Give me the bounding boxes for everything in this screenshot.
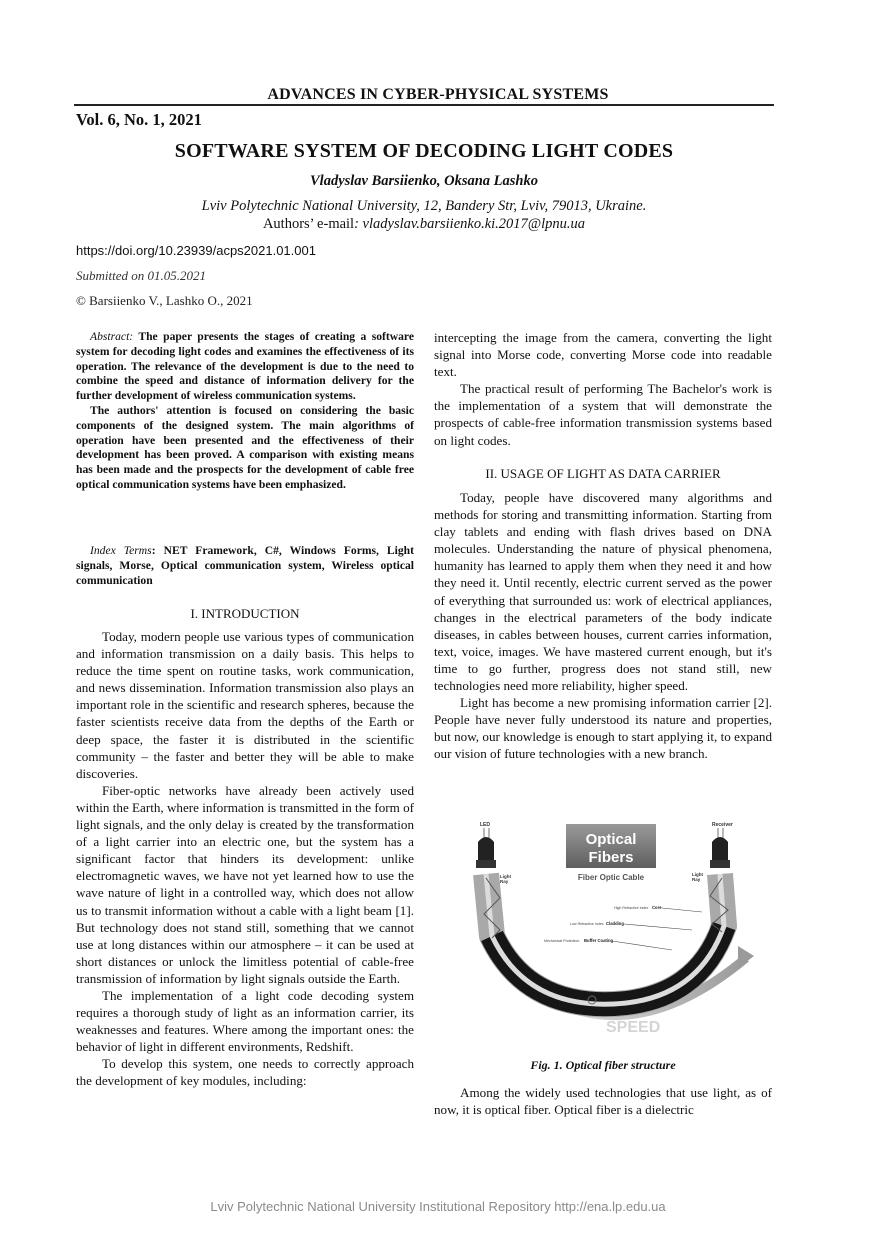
intro-paragraph: Fiber-optic networks have already been actively used within the Earth, where information is transmitted in the form of light signals, and the only delay is created by the transformation of a light carrier into an electric one, but the system has a significant factor that hinders its development: unlike electromagnetic waves, we have not yet learned how to use the wave nature of light in a controlled way, which does not allow us to transmit information without a cable with a light beam [1]. But technology does not stand still, something that we cannot use at long distances within our atmosphere – it can be used at short distances or unlock the limitless potential of cable-free transmission of information by light signals outside the Earth.	[76, 782, 414, 986]
title-box-line-2: Fibers	[588, 849, 634, 866]
figure-caption: Fig. 1. Optical fiber structure	[530, 1058, 676, 1072]
speed-arrowhead	[738, 946, 754, 968]
light-ray-label-left: Light	[500, 874, 511, 879]
ray-label-left: Ray	[500, 879, 509, 884]
volume-info: Vol. 6, No. 1, 2021	[76, 110, 202, 129]
right-column-top	[434, 329, 772, 449]
core-leader	[662, 908, 702, 912]
email-label: Authors’ e-mail	[262, 216, 355, 232]
section-heading-introduction: I. INTRODUCTION	[190, 606, 300, 621]
led-icon	[478, 837, 494, 860]
title-box-line-1: Optical	[585, 831, 637, 848]
buffer-leader	[612, 941, 672, 950]
abstract	[76, 330, 414, 493]
optical-fiber-figure	[466, 818, 762, 1040]
doi-link[interactable]: https://doi.org/10.23939/acps2021.01.001	[76, 243, 316, 258]
light-ray-label-right: Light	[692, 872, 703, 877]
abstract-text-1: The paper presents the stages of creating a software system for decoding light codes and examines the effectiveness of its operation. The relevance of the development is due to the need to combine the speed and distance of information delivery for the further development of wireless communication systems.	[76, 330, 414, 403]
abstract-p1	[76, 330, 414, 404]
index-terms-text: : NET Framework, C#, Windows Forms, Light signals, Morse, Optical communication system, Wireless optical communication	[76, 544, 414, 587]
authors: Vladyslav Barsiienko, Oksana Lashko	[310, 173, 538, 189]
paper-title: SOFTWARE SYSTEM OF DECODING LIGHT CODES	[174, 140, 674, 162]
journal-title: ADVANCES IN CYBER-PHYSICAL SYSTEMS	[267, 86, 609, 103]
right-column-bottom	[434, 1084, 772, 1118]
abstract-p2: The authors' attention is focused on considering the basic components of the designed system. The main algorithms of operation have been presented and the effectiveness of their development has been proved. A comparison with existing means has been made and the prospects for the development of cable free optical communication systems have been emphasized.	[76, 403, 414, 491]
buffer-label: Buffer Coating	[584, 938, 614, 943]
cladding-leader	[624, 924, 692, 930]
body-paragraph: Among the widely used technologies that use light, as of now, it is optical fiber. Optical fiber is a dielectric	[434, 1085, 772, 1118]
led-label: LED	[480, 822, 490, 828]
speed-label: SPEED	[606, 1019, 661, 1036]
intro-paragraph: Today, modern people use various types of communication and information transmission on a daily basis. This helps to reduce the time spent on routine tasks, work communication, and news dissemination. Information transmission also plays an important role in the scientific and research spheres, because the faster scientists receive data from the depths of the Earth or deep space, the faster it is distributed in the scientific community – the faster and better they will be able to make discoveries.	[76, 629, 414, 781]
author-email[interactable]: : vladyslav.barsiienko.ki.2017@lpnu.ua	[354, 216, 586, 232]
usage-body	[434, 489, 772, 763]
index-terms	[76, 544, 414, 588]
intro-paragraph: The implementation of a light code decoding system requires a thorough study of light as an information carrier, its weaknesses and features. Where among the important ones: the behavior of light in different environments, Redshift.	[76, 987, 414, 1055]
intro-paragraph: To develop this system, one needs to correctly approach the development of key modules, including:	[76, 1056, 414, 1089]
submitted-date: Submitted on 01.05.2021	[76, 268, 206, 283]
index-terms-label: Index Terms	[90, 544, 152, 557]
body-paragraph: The practical result of performing The Bachelor's work is the implementation of a system that will demonstrate the prospects of cable-free information transmission systems based on light codes.	[434, 381, 772, 448]
body-paragraph: intercepting the image from the camera, converting the light signal into Morse code, converting Morse code into readable text.	[434, 330, 772, 380]
cladding-label: Cladding	[606, 921, 624, 926]
section-heading-usage: II. USAGE OF LIGHT AS DATA CARRIER	[485, 466, 721, 481]
email-line	[0, 215, 848, 233]
core-label: Core	[652, 905, 662, 910]
receiver-base	[710, 860, 730, 868]
affiliation: Lviv Polytechnic National University, 12, Bandery Str, Lviv, 79013, Ukraine.	[201, 198, 647, 214]
introduction-body	[76, 628, 414, 1090]
buffer-note: Mechanical Protection	[544, 939, 580, 943]
core-note: High Refractive Index	[614, 906, 649, 910]
body-paragraph: Light has become a new promising information carrier [2]. People have never fully understood its nature and properties, but now, our knowledge is enough to start applying it, to expand our vision of future technologies with a new branch.	[434, 695, 772, 762]
header-rule	[74, 104, 774, 106]
body-paragraph: Today, people have discovered many algorithms and methods for storing and transmitting information. Starting from clay tablets and ending with flash drives based on DNA molecules. Understanding the nature of physical phenomena, humanity has learned to apply them when they need it and how they need it. Until recently, electric current served as the power of everything that surrounded us: work of electrical appliances, changes in the electrical parameters of the body indicate diseases, in cables between houses, current carries information, text, voice, images. We have mastered current enough, but it's time to go further, progress does not stand still, new technologies need more reliability, higher speed.	[434, 490, 772, 694]
receiver-icon	[712, 837, 728, 860]
affiliation-block	[0, 197, 848, 233]
led-base	[476, 860, 496, 868]
receiver-label: Receiver	[712, 822, 733, 828]
ray-label-right: Ray	[692, 877, 701, 882]
copyright: © Barsiienko V., Lashko O., 2021	[76, 293, 253, 308]
repository-footer[interactable]: Lviv Polytechnic National University Institutional Repository http://ena.lp.edu.ua	[210, 1199, 666, 1214]
abstract-label: Abstract:	[90, 330, 134, 343]
fiber-cable-label: Fiber Optic Cable	[577, 873, 645, 882]
cladding-note: Low Refractive Index	[570, 922, 604, 926]
